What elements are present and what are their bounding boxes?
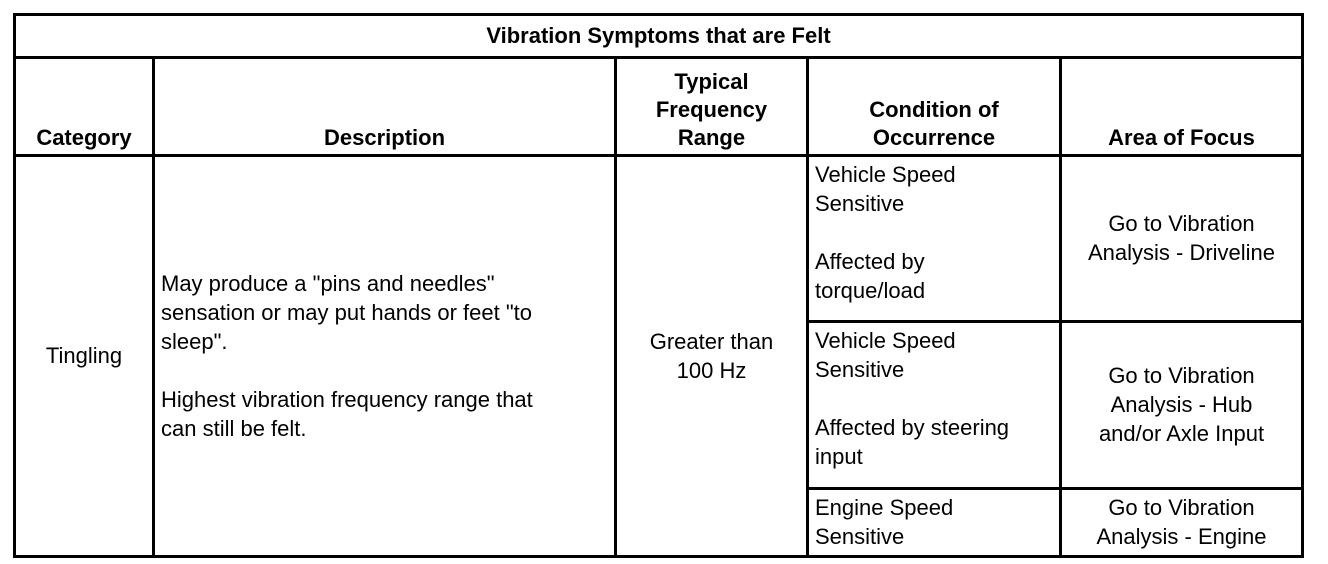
condition-cell bbox=[808, 155, 1061, 322]
header-area-of-focus: Area of Focus bbox=[1061, 58, 1303, 155]
header-condition-of-occurrence: Condition of Occurrence bbox=[808, 58, 1061, 155]
description-paragraph-1: May produce a "pins and needles" sensation or may put hands or feet "to sleep". bbox=[161, 270, 533, 354]
focus-cell-hub-axle: Go to Vibration Analysis - Hub and/or Axle Input bbox=[1061, 322, 1303, 489]
focus-cell-engine: Go to Vibration Analysis - Engine bbox=[1061, 488, 1303, 556]
condition-secondary: Affected by steering input bbox=[815, 415, 1010, 470]
table-row bbox=[15, 155, 1303, 322]
frequency-range-cell: Greater than 100 Hz bbox=[616, 155, 808, 557]
header-category: Category bbox=[15, 58, 154, 155]
condition-primary: Vehicle Speed Sensitive bbox=[815, 328, 956, 383]
condition-primary: Engine Speed Sensitive bbox=[815, 494, 954, 549]
description-paragraph-2: Highest vibration frequency range that can still be felt. bbox=[161, 386, 533, 441]
condition-cell bbox=[808, 322, 1061, 489]
condition-secondary: Affected by torque/load bbox=[815, 248, 926, 303]
description-cell bbox=[154, 155, 616, 557]
header-description: Description bbox=[154, 58, 616, 155]
condition-cell bbox=[808, 488, 1061, 556]
header-frequency-range: Typical Frequency Range bbox=[616, 58, 808, 155]
table-title: Vibration Symptoms that are Felt bbox=[15, 15, 1303, 58]
category-cell: Tingling bbox=[15, 155, 154, 557]
focus-cell-driveline: Go to Vibration Analysis - Driveline bbox=[1061, 155, 1303, 322]
condition-primary: Vehicle Speed Sensitive bbox=[815, 161, 956, 216]
vibration-symptoms-table bbox=[13, 13, 1304, 558]
